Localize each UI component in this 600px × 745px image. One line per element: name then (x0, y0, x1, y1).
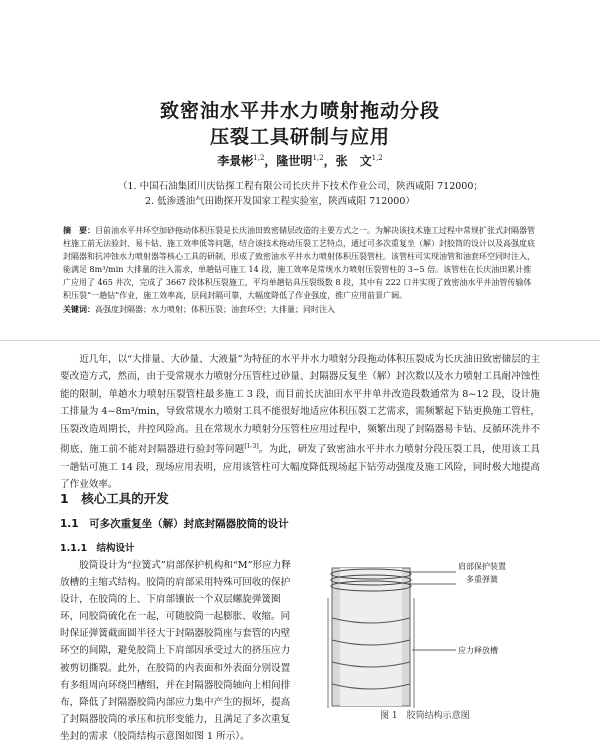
citation: [1-3] (244, 443, 259, 451)
intro-text-end: 。为此，研发了致密油水平井水力喷射分段压裂工具，使用该工具一趟钻可施工 14 段，现场应用表明，应用该管柱可大幅度降低现场起下钻劳动强度及施工风险，同时极大地提高了作业效率。 (60, 444, 541, 491)
author-separator: ， (264, 154, 277, 168)
author-name: 隆世明 (276, 154, 313, 168)
divider (0, 340, 600, 341)
abstract-block (63, 224, 539, 316)
affiliation-1: （1. 中国石油集团川庆钻探工程有限公司长庆井下技术作业公司，陕西咸阳 712000； (118, 181, 483, 192)
author-line (0, 152, 600, 169)
author-name: 李景彬 (217, 154, 254, 168)
paper-title-line1: 致密油水平井水力喷射拖动分段 (159, 100, 440, 122)
intro-paragraph (60, 351, 540, 493)
author-affil-mark: 1,2 (371, 154, 383, 162)
structure-paragraph (60, 557, 292, 745)
abstract-label: 摘 要： (63, 226, 95, 235)
author-name: 张 文 (335, 154, 372, 168)
keywords-text: 高强度封隔器；水力喷射；体积压裂；油套环空；大排量；同时注入 (95, 304, 335, 314)
section-heading-1-1: 1.1 可多次重复坐（解）封底封隔器胶筒的设计 (60, 518, 289, 530)
abstract-text: 目前油水平井环空加砂拖动体积压裂是长庆油田致密储层改造的主要方式之一。为解决该技术施工过程中常规扩张式封隔器管柱施工前无法验封、易卡钻、施工效率低等问题，结合该技术拖动压裂工艺特点，通过可多次重复坐（解）封胶筒的设计以及高强度底封隔器和抗冲蚀水力喷射器等核心工具的研制，形成了致密油水平井水力喷射体积压裂管柱。该管柱可实现油管和油套环空同时注入，能满足 8m³/min 大排量的注入需求，单趟钻可施工 14 段，施工效率是常规水力喷射压裂管柱的 3~5 倍。该管柱在长庆油田累计推广应用了 465 井次，完成了 3667 段体积压裂施工，平均单趟钻具压裂级数 8 段，其中有 222 口井实现了致密油水平井油管传输体积压裂“一趟钻”作业，施工效率高，层间封隔可靠，大幅度降低了作业强度，推广应用前景广阔。 (63, 226, 535, 301)
section-heading-1-1-1: 1.1.1 结构设计 (60, 543, 135, 554)
packer-rubber-figure (318, 558, 538, 708)
intro-text: 近几年，以“大排量、大砂量、大液量”为特征的水平井水力喷射分段拖动体积压裂成为长庆油田致密储层的主要改造方式，然而，由于受常规水力喷射分压管柱过砂量、封隔器反复坐（解）封次数以及水力喷射工具耐冲蚀性能的限制，单趟水力喷射压裂管柱最多施工 3 段，而目前长庆油田水平井单井改造段数通常为 8~12 段，设计施工排量为 4~8m³/min，导致常规水力喷射工具不能很好地适应体积压裂工艺需求，需频繁起下钻更换施工管柱，压裂改造周期长，井控风险高。且在常规水力喷射分压管柱应用过程中，频繁出现了封隔器易卡钻、反循环洗井不彻底、施工前不能对封隔器进行验封等问题 (60, 354, 540, 456)
author-separator: ， (323, 154, 336, 168)
paper-title-line2: 压裂工具研制与应用 (209, 126, 390, 148)
figure-label-shoulder: 肩部保护装置 (458, 562, 506, 571)
affiliation-2: 2. 低渗透油气田勘探开发国家工程实验室，陕西咸阳 712000） (145, 196, 415, 207)
structure-text: 胶筒设计为“拉簧式”肩部保护机构和“M”形应力释放槽的主缩式结构。胶筒的肩部采用特殊可回收的保护设计，在胶筒的上、下肩部镶嵌一个双层螺旋弹簧圈环，同胶筒硫化在一起，可随胶筒一起膨胀、收缩。同时保证弹簧截面圆半径大于封隔器胶筒座与套管的内壁环空的间隙，避免胶筒上下肩部因承受过大的挤压应力被剪切撕裂。此外，在胶筒的内表面和外表面分别设置有多组周向环绕凹槽组，并在封隔器胶筒轴向上相间排布，降低了封隔器胶筒内部应力集中产生的损坏，提高了封隔器胶筒的承压和抗形变能力，且满足了多次重复坐封的需求（胶筒结构示意图如图 1 所示）。 (60, 560, 291, 742)
author-affil-mark: 1,2 (312, 154, 324, 162)
author-affil-mark: 1,2 (253, 154, 265, 162)
figure-label-spring: 多重弹簧 (466, 575, 498, 584)
figure-caption: 图 1 胶筒结构示意图 (380, 711, 470, 721)
section-heading-1: 1 核心工具的开发 (60, 491, 169, 506)
figure-label-groove: 应力释放槽 (458, 646, 498, 655)
keywords-label: 关键词： (63, 304, 95, 314)
